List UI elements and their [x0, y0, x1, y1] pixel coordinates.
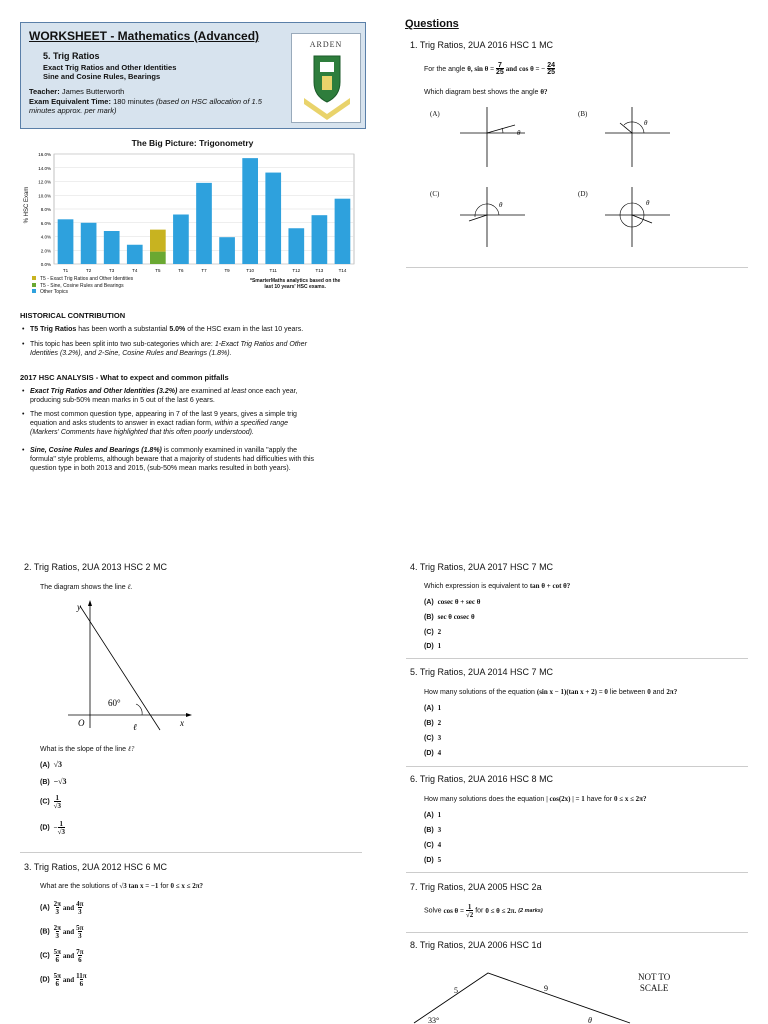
- q5-opt-d-value: 4: [437, 749, 442, 757]
- p1-c: producing sub-50% mean marks in 5 out of the last 6 years.: [30, 397, 215, 404]
- q5-option-a[interactable]: [424, 704, 441, 712]
- q2-c-d: √3: [53, 802, 61, 810]
- q5-eq: (sin x − 1)(tan x + 2) = 0: [536, 688, 608, 696]
- q2-d-d: √3: [57, 828, 65, 836]
- chart-bar: [288, 228, 304, 264]
- q7-d: √2: [465, 911, 474, 919]
- chart-bar: [196, 183, 212, 264]
- q3-text-a: What are the solutions of: [40, 883, 118, 890]
- q5-opt-c-value: 3: [437, 734, 442, 742]
- q2-text-a: The diagram shows the line: [40, 584, 126, 591]
- q6-opt-c-value: 4: [437, 841, 442, 849]
- p2-a: The most common question type, appearing in 7 of the last 9 years, gives a simple trig: [30, 411, 297, 418]
- chart-ytick-label: 10.0%: [38, 193, 51, 199]
- q7-n: 1: [467, 903, 472, 911]
- q2-opt-a-value: √3: [53, 760, 62, 769]
- q4-eq: tan θ + cot θ?: [529, 582, 571, 590]
- p1-a: are examined: [177, 388, 224, 395]
- p1-i: at least: [223, 388, 247, 395]
- q2-ask: [40, 745, 134, 753]
- q6-text-a: How many solutions does the equation: [424, 796, 545, 803]
- q3-opt-label: (D): [40, 976, 50, 984]
- q5-heading: 5. Trig Ratios, 2UA 2014 HSC 7 MC: [410, 667, 554, 677]
- q1-ask-text: Which diagram best shows the angle: [424, 89, 539, 96]
- q2-angle-label: 60°: [108, 698, 121, 708]
- q3-frac: [54, 924, 61, 940]
- chart-note: [250, 278, 340, 290]
- chart-xtick-label: T7: [201, 268, 207, 273]
- q1-c-theta: θ: [499, 201, 503, 209]
- q8-side-5: 5: [454, 986, 458, 995]
- q5-mid: lie between: [609, 689, 646, 696]
- q5-zero: 0: [647, 688, 651, 696]
- q5-option-d[interactable]: [424, 749, 441, 757]
- q6-option-a[interactable]: [424, 811, 441, 819]
- q4-opt-b-value: sec θ cosec θ: [437, 613, 475, 621]
- chart-ytick-label: 4.0%: [40, 234, 51, 240]
- q2-line: ℓ.: [127, 583, 133, 591]
- chart-xtick-label: T12: [292, 268, 301, 273]
- legend-swatch: [32, 283, 36, 287]
- q1-and: and: [505, 64, 518, 73]
- analysis-point-3: [30, 446, 370, 473]
- q2-d-n: 1: [59, 820, 64, 828]
- q2-opt-d-label: (D): [40, 824, 50, 832]
- q1-label-d: (D): [578, 190, 588, 198]
- q5-opt-b-value: 2: [437, 719, 442, 727]
- q2-text: [40, 583, 132, 591]
- q3-opt-label: (B): [40, 928, 50, 936]
- chart-ytick-label: 0.0%: [40, 262, 51, 267]
- b2-i1: 1-Exact Trig Ratios and Other: [214, 341, 307, 348]
- q3-range: 0 ≤ x ≤ 2π?: [170, 882, 204, 890]
- q7-solve: Solve: [424, 907, 442, 915]
- q3-frac-num: 5π: [53, 972, 61, 980]
- chart-ytick-label: 16.0%: [38, 152, 51, 157]
- q6-range: 0 ≤ x ≤ 2π?: [613, 795, 647, 803]
- q3-and: and: [62, 904, 75, 912]
- q2-opt-d-frac: [58, 820, 65, 836]
- teacher-line: [29, 87, 124, 96]
- q3-frac: [54, 972, 61, 988]
- q4-option-b[interactable]: [424, 613, 475, 621]
- chart-xtick-label: T10: [246, 268, 255, 273]
- q1-diagram-d: [600, 185, 675, 250]
- chart-xtick-label: T9: [224, 268, 230, 273]
- chart-xtick-label: T5: [155, 268, 161, 273]
- q2-opt-c-label: (C): [40, 798, 50, 806]
- chart-bar: [150, 230, 166, 252]
- q6-opt-d-value: 5: [437, 856, 442, 864]
- subtopic-1: Exact Trig Ratios and Other Identities: [43, 63, 177, 72]
- q4-option-d[interactable]: [424, 642, 441, 650]
- chart-note-1: *SmarterMaths analytics based on the: [250, 278, 341, 284]
- p2-b: equation and asks students to answer in exact radian form,: [30, 420, 215, 427]
- q1-diagram-b: [600, 105, 675, 170]
- q1-text-a: For the angle: [424, 65, 466, 73]
- q6-text: [424, 795, 764, 803]
- q2-x-label: x: [180, 718, 184, 728]
- q2-c-n: 1: [55, 794, 60, 802]
- q2-ask-text: What is the slope of the line: [40, 746, 126, 753]
- chart-ylabel: % HSC Exam: [24, 186, 30, 224]
- p3-b: formula" style problems, although beware that a majority of students had difficulties with this: [30, 456, 315, 463]
- q5-and: and: [652, 689, 665, 696]
- analysis-heading: 2017 HSC ANALYSIS - What to expect and common pitfalls: [20, 373, 229, 382]
- p3-a: is commonly examined in vanilla "apply the: [161, 447, 298, 454]
- q2-opt-a-label: (A): [40, 762, 50, 769]
- q2-heading: 2. Trig Ratios, 2UA 2013 HSC 2 MC: [24, 562, 168, 572]
- q3-frac: [76, 900, 83, 916]
- chart-ytick-label: 14.0%: [38, 165, 51, 171]
- historical-bullet-1: [30, 325, 360, 334]
- q1-heading: 1. Trig Ratios, 2UA 2016 HSC 1 MC: [410, 40, 554, 50]
- crest-icon: [304, 52, 350, 120]
- b2-i2: Identities (3.2%), and 2-Sine, Cosine Rules and Bearings (1.8%).: [30, 350, 232, 357]
- chart-bar: [58, 219, 74, 264]
- q1-cos: cos θ = −: [519, 64, 546, 73]
- chart-xtick-label: T13: [315, 268, 324, 273]
- q6-heading: 6. Trig Ratios, 2UA 2016 HSC 8 MC: [410, 774, 554, 784]
- chart-title: The Big Picture: Trigonometry: [131, 138, 254, 148]
- worksheet-header: [20, 22, 366, 129]
- q3-frac-den: 6: [79, 980, 84, 988]
- q5-option-b[interactable]: [424, 719, 441, 727]
- q4-opt-c-label: (C): [424, 629, 434, 636]
- q3-frac-num: 2π: [53, 924, 61, 932]
- q7-heading: 7. Trig Ratios, 2UA 2005 HSC 2a: [410, 882, 542, 892]
- q1-divider: [406, 267, 748, 268]
- p3-c: question type in both 2013 and 2015, (sub-50% mean marks resulted in both years).: [30, 465, 291, 472]
- legend-entry: [32, 289, 133, 296]
- q2-line-label: ℓ: [133, 722, 137, 732]
- legend-label: Other Topics: [40, 289, 68, 295]
- q3-and: and: [62, 976, 75, 984]
- p2-i: within a specified range: [214, 420, 288, 427]
- b2-a: This topic has been split into two sub-categories which are:: [30, 341, 215, 348]
- q3-frac: [54, 948, 61, 964]
- q3-option-d[interactable]: [40, 972, 87, 988]
- chart-xtick-label: T14: [338, 268, 347, 273]
- q5-opt-b-label: (B): [424, 720, 434, 727]
- q2-option-c[interactable]: [40, 794, 61, 810]
- legend-label: T5 - Sine, Cosine Rules and Bearings: [40, 282, 124, 289]
- q1-cos-frac: [547, 62, 555, 76]
- logo-text: ARDEN: [309, 40, 343, 49]
- q1-d-theta: θ: [646, 199, 650, 207]
- q1-sin-frac: [496, 62, 504, 76]
- q4-opt-d-value: 1: [437, 642, 442, 650]
- chart-bar: [127, 245, 143, 264]
- q8-not: NOT TO: [638, 972, 671, 982]
- q2-y-label: y: [77, 602, 81, 612]
- q1-label-c: (C): [430, 190, 440, 198]
- historical-bullet-2: [30, 340, 360, 358]
- chart-bar: [242, 158, 258, 264]
- q8-not-to-scale: [638, 972, 670, 994]
- q7-range: 0 ≤ θ ≤ 2π.: [485, 907, 517, 915]
- q3-frac-den: 3: [55, 908, 60, 916]
- legend-label: T5 - Exact Trig Ratios and Other Identities: [40, 276, 134, 282]
- chart-svg: [20, 148, 365, 278]
- legend-swatch: [32, 276, 36, 280]
- q1-b-theta: θ: [644, 119, 648, 127]
- p1-strong: Exact Trig Ratios and Other Identities (3.2%): [30, 388, 178, 395]
- q2-divider: [20, 852, 362, 853]
- exam-time-line: [29, 97, 289, 115]
- q1-theta: θ: [467, 64, 471, 73]
- q7-for: for: [475, 907, 484, 915]
- q8-triangle: [410, 965, 640, 1024]
- q3-frac-num: 5π: [53, 948, 61, 956]
- q3-frac-num: 2π: [53, 900, 61, 908]
- q4-text-a: Which expression is equivalent to: [424, 583, 528, 590]
- q3-frac-den: 6: [55, 980, 60, 988]
- q3-opt-label: (C): [40, 952, 50, 960]
- q1-sin-d: 25: [496, 69, 504, 76]
- q1-text: [424, 62, 764, 76]
- teacher-name: James Butterworth: [61, 87, 125, 96]
- q6-option-c[interactable]: [424, 841, 441, 849]
- q1-ask: [424, 88, 548, 96]
- q6-opt-b-label: (B): [424, 827, 434, 834]
- q3-and: and: [62, 952, 75, 960]
- q6-opt-a-value: 1: [437, 811, 442, 819]
- q2-opt-b-label: (B): [40, 779, 50, 786]
- q3-frac: [76, 924, 83, 940]
- q6-opt-d-label: (D): [424, 857, 434, 864]
- q3-frac: [76, 948, 83, 964]
- q1-a-theta: θ: [517, 129, 521, 137]
- q2-origin-label: O: [78, 718, 85, 728]
- chart-bar: [219, 237, 235, 264]
- q3-frac-num: 11π: [76, 972, 87, 980]
- chart-xtick-label: T3: [109, 268, 115, 273]
- p1-b: once each year,: [246, 388, 298, 395]
- chart-xtick-label: T11: [269, 268, 277, 273]
- q3-option-a[interactable]: [40, 900, 84, 916]
- q3-for: for: [160, 883, 169, 890]
- questions-heading: Questions: [405, 18, 459, 30]
- q4-opt-a-label: (A): [424, 599, 434, 606]
- chart-legend: [32, 276, 133, 296]
- school-logo: [291, 33, 361, 123]
- q3-frac-den: 3: [55, 932, 60, 940]
- chart-xtick-label: T1: [62, 268, 69, 273]
- q3-option-c[interactable]: [40, 948, 84, 964]
- q4-divider: [406, 658, 748, 659]
- q3-text: [40, 882, 203, 890]
- q5-opt-a-label: (A): [424, 705, 434, 712]
- q8-heading: 8. Trig Ratios, 2UA 2006 HSC 1d: [410, 940, 542, 950]
- q1-cos-n: 24: [547, 62, 555, 69]
- q6-option-d[interactable]: [424, 856, 441, 864]
- q2-option-a[interactable]: [40, 760, 62, 769]
- q3-frac-den: 3: [78, 908, 82, 916]
- chart-bar: [312, 215, 328, 264]
- q8-angle-33: 33°: [428, 1016, 440, 1024]
- q7-eq: cos θ =: [443, 907, 464, 915]
- q3-frac-den: 6: [55, 956, 60, 964]
- chart-ytick-label: 2.0%: [40, 248, 51, 254]
- teacher-label: Teacher:: [29, 87, 60, 96]
- q8-side-9: 9: [544, 984, 548, 993]
- q3-frac-num: 4π: [76, 900, 84, 908]
- q2-opt-b-value: −√3: [53, 777, 67, 786]
- q3-frac-num: 7π: [76, 948, 84, 956]
- q4-opt-d-label: (D): [424, 643, 434, 650]
- q3-frac-den: 3: [78, 932, 82, 940]
- subtopic-2: Sine and Cosine Rules, Bearings: [43, 72, 161, 81]
- q2-opt-c-frac: [54, 794, 61, 810]
- chart-bar: [335, 199, 351, 264]
- worksheet-title: WORKSHEET - Mathematics (Advanced): [29, 29, 260, 43]
- q1-sin: , sin θ =: [470, 64, 495, 73]
- chart-ytick-label: 8.0%: [40, 207, 51, 212]
- topic-title: 5. Trig Ratios: [43, 51, 100, 61]
- q4-text: [424, 582, 570, 590]
- q1-diagram-a: [455, 105, 530, 170]
- q3-frac: [76, 972, 86, 988]
- exam-note-2: minutes approx. per mark): [29, 106, 117, 115]
- chart-xtick-label: T2: [85, 268, 92, 273]
- chart-bar: [173, 215, 189, 265]
- exam-time-value: 180 minutes: [113, 97, 154, 106]
- q1-label-b: (B): [578, 110, 588, 118]
- q2-d-neg: −: [53, 824, 58, 832]
- exam-note: (based on HSC allocation of 1.5: [156, 97, 262, 106]
- q4-opt-a-value: cosec θ + sec θ: [437, 598, 481, 606]
- q1-ask-theta: θ?: [540, 88, 548, 96]
- q5-2pi: 2π?: [666, 688, 678, 696]
- chart-bar: [81, 223, 97, 264]
- chart-note-2: last 10 years' HSC exams.: [264, 284, 326, 290]
- chart-xtick-label: T4: [132, 268, 138, 273]
- chart-ytick-label: 6.0%: [40, 220, 51, 226]
- big-picture-chart: [20, 138, 365, 308]
- q5-divider: [406, 766, 748, 767]
- q1-cos-d: 25: [547, 69, 555, 76]
- q6-opt-a-label: (A): [424, 812, 434, 819]
- q8-theta: θ: [588, 1016, 592, 1024]
- q8-scale: SCALE: [639, 983, 669, 993]
- q4-option-c[interactable]: [424, 628, 441, 636]
- q1-diagram-c: [455, 185, 530, 250]
- q5-opt-a-value: 1: [437, 704, 442, 712]
- q6-eq: | cos(2x) | = 1: [546, 795, 585, 803]
- b1-b: of the HSC exam in the last 10 years.: [185, 326, 304, 333]
- historical-heading: HISTORICAL CONTRIBUTION: [20, 311, 126, 320]
- q2-ask-l: ℓ?: [127, 745, 135, 753]
- q7-text: [424, 903, 543, 919]
- q5-opt-d-label: (D): [424, 750, 434, 757]
- q3-frac-num: 5π: [76, 924, 84, 932]
- b1-strong: T5 Trig Ratios: [30, 326, 77, 333]
- chart-bar: [150, 252, 166, 264]
- chart-xtick-label: T6: [178, 268, 184, 273]
- chart-bar: [104, 231, 120, 264]
- q2-option-d[interactable]: [40, 820, 65, 836]
- q3-opt-label: (A): [40, 904, 50, 912]
- q3-heading: 3. Trig Ratios, 2UA 2012 HSC 6 MC: [24, 862, 168, 872]
- q1-label-a: (A): [430, 110, 440, 118]
- q6-opt-c-label: (C): [424, 842, 434, 849]
- b1-a: has been worth a substantial: [76, 326, 170, 333]
- q6-opt-b-value: 3: [437, 826, 442, 834]
- analysis-point-2: [30, 410, 370, 437]
- chart-ytick-label: 12.0%: [38, 179, 51, 185]
- q7-frac: [466, 903, 473, 919]
- q4-heading: 4. Trig Ratios, 2UA 2017 HSC 7 MC: [410, 562, 554, 572]
- q3-option-b[interactable]: [40, 924, 84, 940]
- q5-option-c[interactable]: [424, 734, 441, 742]
- q3-eq: √3 tan x = −1: [119, 882, 159, 890]
- q4-opt-c-value: 2: [437, 628, 442, 636]
- q2-option-b[interactable]: [40, 777, 67, 786]
- q4-option-a[interactable]: [424, 598, 480, 606]
- q3-frac-den: 6: [78, 956, 82, 964]
- q5-text-a: How many solutions of the equation: [424, 689, 535, 696]
- q7-divider: [406, 932, 748, 933]
- q6-divider: [406, 872, 748, 873]
- q4-opt-b-label: (B): [424, 614, 434, 621]
- p2-c: (Markers' Comments have highlighted that this often poorly understood).: [30, 429, 254, 436]
- b1-pct: 5.0%: [169, 326, 186, 333]
- exam-time-label: Exam Equivalent Time:: [29, 97, 111, 106]
- p3-strong: Sine, Cosine Rules and Bearings (1.8%): [30, 447, 162, 454]
- q3-frac: [54, 900, 61, 916]
- q6-mid: have for: [586, 796, 613, 803]
- chart-bar: [265, 173, 281, 264]
- q1-sin-n: 7: [497, 62, 502, 69]
- q5-opt-c-label: (C): [424, 735, 434, 742]
- q2-diagram: [60, 598, 200, 733]
- q6-option-b[interactable]: [424, 826, 441, 834]
- q3-and: and: [62, 928, 75, 936]
- q7-marks: (2 marks): [518, 908, 543, 914]
- analysis-point-1: [30, 387, 370, 405]
- q5-text: [424, 688, 764, 696]
- legend-swatch: [32, 289, 36, 293]
